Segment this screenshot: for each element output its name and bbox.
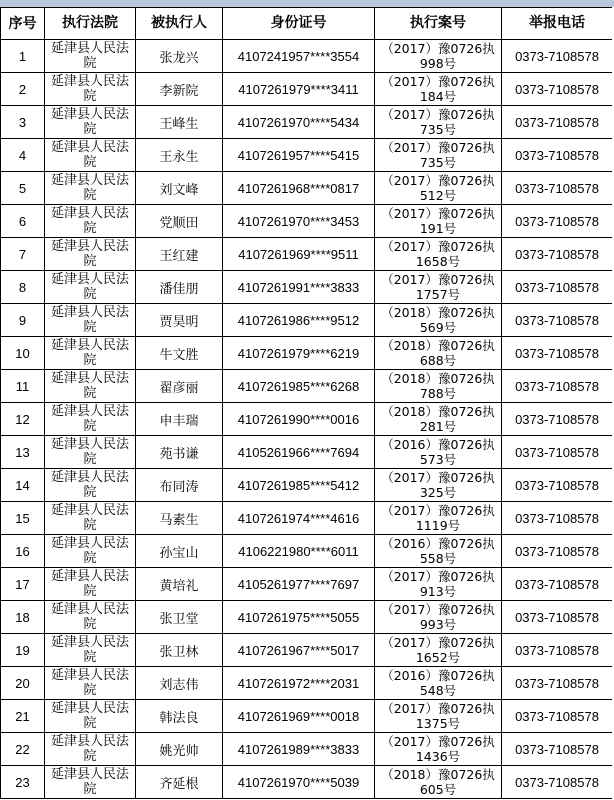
cell-name: 马素生 (136, 502, 223, 535)
cell-phone: 0373-7108578 (502, 634, 613, 667)
cell-case-number-text: （2016）豫0726执548号 (381, 668, 495, 698)
cell-seq: 1 (1, 40, 45, 73)
cell-phone: 0373-7108578 (502, 271, 613, 304)
cell-name: 潘佳朋 (136, 271, 223, 304)
cell-court-text: 延津县人民法院 (50, 272, 129, 302)
table-row (1, 502, 613, 535)
cell-name: 王峰生 (136, 106, 223, 139)
cell-phone: 0373-7108578 (502, 667, 613, 700)
cell-phone: 0373-7108578 (502, 700, 613, 733)
top-border-strip (0, 0, 614, 7)
cell-case-number (375, 403, 502, 436)
cell-court-text: 延津县人民法院 (50, 140, 129, 170)
header-id-number: 身份证号 (223, 8, 375, 40)
cell-name: 张卫林 (136, 634, 223, 667)
cell-court-text: 延津县人民法院 (50, 305, 129, 335)
cell-seq: 18 (1, 601, 45, 634)
cell-id-number: 4107261969****9511 (223, 238, 375, 271)
cell-name: 孙宝山 (136, 535, 223, 568)
cell-phone: 0373-7108578 (502, 766, 613, 799)
cell-id-number: 4107261968****0817 (223, 172, 375, 205)
cell-id-number: 4107261972****2031 (223, 667, 375, 700)
cell-court-text: 延津县人民法院 (50, 41, 129, 71)
cell-id-number: 4107261979****6219 (223, 337, 375, 370)
cell-seq: 7 (1, 238, 45, 271)
cell-case-number-text: （2017）豫0726执191号 (381, 206, 495, 236)
header-case-number: 执行案号 (375, 8, 502, 40)
cell-court (45, 634, 136, 667)
cell-case-number-text: （2018）豫0726执688号 (381, 338, 495, 368)
cell-case-number (375, 304, 502, 337)
cell-court-text: 延津县人民法院 (50, 668, 129, 698)
cell-name: 刘志伟 (136, 667, 223, 700)
cell-case-number (375, 271, 502, 304)
cell-phone: 0373-7108578 (502, 106, 613, 139)
cell-id-number: 4106221980****6011 (223, 535, 375, 568)
cell-court-text: 延津县人民法院 (50, 107, 129, 137)
cell-id-number: 4105261966****7694 (223, 436, 375, 469)
cell-phone: 0373-7108578 (502, 601, 613, 634)
cell-seq: 22 (1, 733, 45, 766)
table-container (0, 7, 612, 800)
cell-seq: 21 (1, 700, 45, 733)
cell-seq: 15 (1, 502, 45, 535)
cell-name: 黄培礼 (136, 568, 223, 601)
cell-court (45, 436, 136, 469)
cell-seq: 6 (1, 205, 45, 238)
cell-id-number: 4107241957****3554 (223, 40, 375, 73)
cell-court (45, 271, 136, 304)
table-row (1, 766, 613, 799)
table-row (1, 337, 613, 370)
table-row (1, 172, 613, 205)
cell-court (45, 568, 136, 601)
cell-id-number: 4107261991****3833 (223, 271, 375, 304)
cell-phone: 0373-7108578 (502, 403, 613, 436)
cell-court (45, 40, 136, 73)
cell-name: 张卫堂 (136, 601, 223, 634)
table-row (1, 205, 613, 238)
cell-seq: 9 (1, 304, 45, 337)
cell-name: 张龙兴 (136, 40, 223, 73)
cell-id-number: 4107261989****3833 (223, 733, 375, 766)
cell-court-text: 延津县人民法院 (50, 338, 129, 368)
cell-seq: 14 (1, 469, 45, 502)
cell-seq: 2 (1, 73, 45, 106)
cell-case-number (375, 40, 502, 73)
table-row (1, 568, 613, 601)
table-body (1, 40, 613, 799)
cell-phone: 0373-7108578 (502, 337, 613, 370)
cell-case-number-text: （2017）豫0726执325号 (381, 470, 495, 500)
table-row (1, 106, 613, 139)
cell-seq: 20 (1, 667, 45, 700)
table-row (1, 139, 613, 172)
cell-id-number: 4107261970****5039 (223, 766, 375, 799)
cell-name: 贾昊明 (136, 304, 223, 337)
cell-seq: 13 (1, 436, 45, 469)
cell-name: 姚光帅 (136, 733, 223, 766)
table-row (1, 238, 613, 271)
cell-id-number: 4107261986****9512 (223, 304, 375, 337)
cell-court (45, 172, 136, 205)
cell-court-text: 延津县人民法院 (50, 734, 129, 764)
cell-case-number (375, 73, 502, 106)
cell-court (45, 667, 136, 700)
cell-case-number-text: （2017）豫0726执913号 (381, 569, 495, 599)
table-row (1, 370, 613, 403)
cell-case-number (375, 205, 502, 238)
header-seq: 序号 (1, 8, 45, 40)
cell-case-number-text: （2017）豫0726执512号 (381, 173, 495, 203)
cell-seq: 23 (1, 766, 45, 799)
cell-court-text: 延津县人民法院 (50, 371, 129, 401)
cell-id-number: 4107261985****6268 (223, 370, 375, 403)
cell-case-number-text: （2016）豫0726执573号 (381, 437, 495, 467)
cell-court (45, 700, 136, 733)
cell-id-number: 4105261977****7697 (223, 568, 375, 601)
cell-court (45, 73, 136, 106)
cell-case-number-text: （2017）豫0726执735号 (381, 140, 495, 170)
cell-court (45, 370, 136, 403)
cell-case-number (375, 436, 502, 469)
cell-name: 布同涛 (136, 469, 223, 502)
cell-seq: 12 (1, 403, 45, 436)
table-row (1, 40, 613, 73)
cell-case-number-text: （2018）豫0726执788号 (381, 371, 495, 401)
cell-phone: 0373-7108578 (502, 568, 613, 601)
cell-seq: 10 (1, 337, 45, 370)
judgment-debtor-table (0, 7, 612, 799)
cell-id-number: 4107261967****5017 (223, 634, 375, 667)
cell-case-number (375, 370, 502, 403)
cell-id-number: 4107261970****3453 (223, 205, 375, 238)
cell-court-text: 延津县人民法院 (50, 206, 129, 236)
cell-court (45, 337, 136, 370)
cell-court (45, 601, 136, 634)
header-phone: 举报电话 (502, 8, 613, 40)
cell-seq: 3 (1, 106, 45, 139)
table-row (1, 403, 613, 436)
cell-case-number-text: （2017）豫0726执1436号 (381, 734, 495, 764)
cell-phone: 0373-7108578 (502, 73, 613, 106)
cell-case-number (375, 700, 502, 733)
header-row (1, 8, 613, 40)
cell-name: 王红建 (136, 238, 223, 271)
cell-case-number-text: （2018）豫0726执569号 (381, 305, 495, 335)
cell-phone: 0373-7108578 (502, 139, 613, 172)
cell-case-number (375, 568, 502, 601)
cell-case-number-text: （2017）豫0726执1658号 (381, 239, 495, 269)
cell-name: 齐延根 (136, 766, 223, 799)
cell-case-number (375, 601, 502, 634)
cell-phone: 0373-7108578 (502, 469, 613, 502)
cell-phone: 0373-7108578 (502, 304, 613, 337)
cell-id-number: 4107261974****4616 (223, 502, 375, 535)
cell-case-number-text: （2017）豫0726执184号 (381, 74, 495, 104)
cell-case-number (375, 139, 502, 172)
cell-court (45, 304, 136, 337)
cell-seq: 11 (1, 370, 45, 403)
cell-case-number-text: （2017）豫0726执735号 (381, 107, 495, 137)
cell-court (45, 733, 136, 766)
cell-court (45, 139, 136, 172)
cell-court (45, 403, 136, 436)
cell-court (45, 106, 136, 139)
table-row (1, 667, 613, 700)
cell-phone: 0373-7108578 (502, 205, 613, 238)
cell-seq: 17 (1, 568, 45, 601)
header-court: 执行法院 (45, 8, 136, 40)
table-row (1, 304, 613, 337)
cell-case-number-text: （2017）豫0726执1119号 (381, 503, 495, 533)
table-row (1, 436, 613, 469)
cell-court-text: 延津县人民法院 (50, 437, 129, 467)
cell-phone: 0373-7108578 (502, 733, 613, 766)
cell-court-text: 延津县人民法院 (50, 635, 129, 665)
table-row (1, 601, 613, 634)
cell-case-number (375, 469, 502, 502)
cell-case-number-text: （2018）豫0726执605号 (381, 767, 495, 797)
cell-case-number (375, 766, 502, 799)
cell-court-text: 延津县人民法院 (50, 173, 129, 203)
cell-name: 翟彦丽 (136, 370, 223, 403)
cell-id-number: 4107261979****3411 (223, 73, 375, 106)
cell-seq: 5 (1, 172, 45, 205)
cell-id-number: 4107261975****5055 (223, 601, 375, 634)
cell-case-number-text: （2016）豫0726执558号 (381, 536, 495, 566)
header-name: 被执行人 (136, 8, 223, 40)
cell-court-text: 延津县人民法院 (50, 503, 129, 533)
cell-court-text: 延津县人民法院 (50, 239, 129, 269)
cell-case-number (375, 634, 502, 667)
cell-case-number (375, 667, 502, 700)
cell-case-number-text: （2017）豫0726执993号 (381, 602, 495, 632)
cell-court-text: 延津县人民法院 (50, 74, 129, 104)
cell-phone: 0373-7108578 (502, 172, 613, 205)
cell-case-number-text: （2018）豫0726执281号 (381, 404, 495, 434)
cell-court-text: 延津县人民法院 (50, 470, 129, 500)
cell-court (45, 502, 136, 535)
cell-id-number: 4107261970****5434 (223, 106, 375, 139)
cell-phone: 0373-7108578 (502, 535, 613, 568)
table-row (1, 634, 613, 667)
table-row (1, 700, 613, 733)
cell-court-text: 延津县人民法院 (50, 701, 129, 731)
cell-court-text: 延津县人民法院 (50, 404, 129, 434)
table-row (1, 271, 613, 304)
cell-phone: 0373-7108578 (502, 238, 613, 271)
cell-court-text: 延津县人民法院 (50, 602, 129, 632)
cell-seq: 19 (1, 634, 45, 667)
cell-id-number: 4107261990****0016 (223, 403, 375, 436)
cell-case-number (375, 172, 502, 205)
cell-case-number-text: （2017）豫0726执1757号 (381, 272, 495, 302)
cell-id-number: 4107261969****0018 (223, 700, 375, 733)
cell-court (45, 469, 136, 502)
cell-court-text: 延津县人民法院 (50, 767, 129, 797)
cell-court-text: 延津县人民法院 (50, 569, 129, 599)
cell-name: 苑书谦 (136, 436, 223, 469)
cell-id-number: 4107261985****5412 (223, 469, 375, 502)
cell-name: 党顺田 (136, 205, 223, 238)
cell-name: 李新院 (136, 73, 223, 106)
cell-case-number (375, 535, 502, 568)
cell-phone: 0373-7108578 (502, 370, 613, 403)
cell-phone: 0373-7108578 (502, 40, 613, 73)
cell-name: 申丰瑞 (136, 403, 223, 436)
table-row (1, 733, 613, 766)
cell-case-number (375, 337, 502, 370)
cell-seq: 8 (1, 271, 45, 304)
cell-case-number-text: （2017）豫0726执1652号 (381, 635, 495, 665)
cell-case-number-text: （2017）豫0726执998号 (381, 41, 495, 71)
table-row (1, 73, 613, 106)
cell-case-number (375, 502, 502, 535)
cell-court (45, 238, 136, 271)
cell-case-number-text: （2017）豫0726执1375号 (381, 701, 495, 731)
cell-phone: 0373-7108578 (502, 436, 613, 469)
cell-case-number (375, 733, 502, 766)
table-row (1, 535, 613, 568)
cell-seq: 16 (1, 535, 45, 568)
table-row (1, 469, 613, 502)
cell-name: 韩法良 (136, 700, 223, 733)
cell-case-number (375, 106, 502, 139)
cell-name: 刘文峰 (136, 172, 223, 205)
cell-name: 王永生 (136, 139, 223, 172)
cell-court (45, 766, 136, 799)
cell-name: 牛文胜 (136, 337, 223, 370)
cell-case-number (375, 238, 502, 271)
cell-phone: 0373-7108578 (502, 502, 613, 535)
cell-seq: 4 (1, 139, 45, 172)
cell-id-number: 4107261957****5415 (223, 139, 375, 172)
cell-court-text: 延津县人民法院 (50, 536, 129, 566)
cell-court (45, 535, 136, 568)
cell-court (45, 205, 136, 238)
